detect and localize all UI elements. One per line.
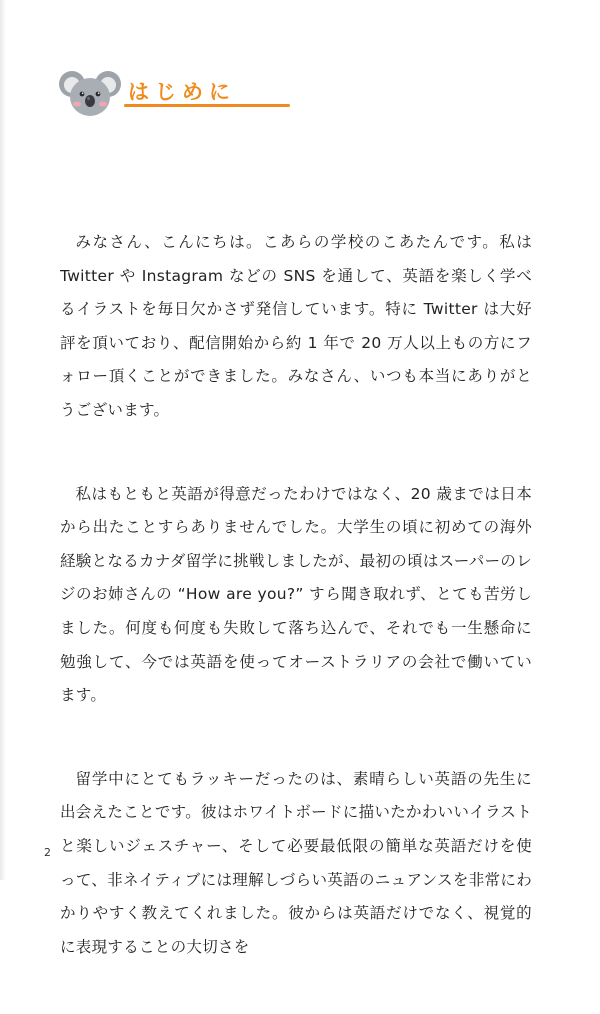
chapter-header [58, 62, 248, 124]
page-edge [0, 0, 6, 880]
page-number: 2 [44, 846, 51, 859]
body-text [60, 226, 532, 1014]
paragraph: みなさん、こんにちは。こあらの学校のこあたんです。私は Twitter や Instagram などの SNS を通して、英語を楽しく学べるイラストを毎日欠かさず発信しています。特に Twitter は大好評を頂いており、配信開始から約 1 年で 20 万人以上もの方にフォロー頂くことができました。みなさん、いつも本当にありがとうございます。 [60, 233, 532, 419]
chapter-title: はじめに [128, 80, 236, 104]
koala-icon [58, 64, 122, 122]
paragraph: 留学中にとてもラッキーだったのは、素晴らしい英語の先生に出会えたことです。彼はホワイトボードに描いたかわいいイラストと楽しいジェスチャー、そして必要最低限の簡単な英語だけを使って、非ネイティブには理解しづらい英語のニュアンスを非常にわかりやすく教えてくれました。彼からは英語だけでなく、視覚的に表現することの大切さを [60, 769, 532, 956]
title-underline [124, 104, 290, 107]
paragraph: 私はもともと英語が得意だったわけではなく、20 歳までは日本から出たことすらありませんでした。大学生の頃に初めての海外経験となるカナダ留学に挑戦しましたが、最初の頃はスーパーのレジのお姉さんの “How are you?” すら聞き取れず、とても苦労しました。何度も何度も失敗して落ち込んで、それでも一生懸命に勉強して、今では英語を使ってオーストラリアの会社で働いています。 [60, 484, 532, 705]
